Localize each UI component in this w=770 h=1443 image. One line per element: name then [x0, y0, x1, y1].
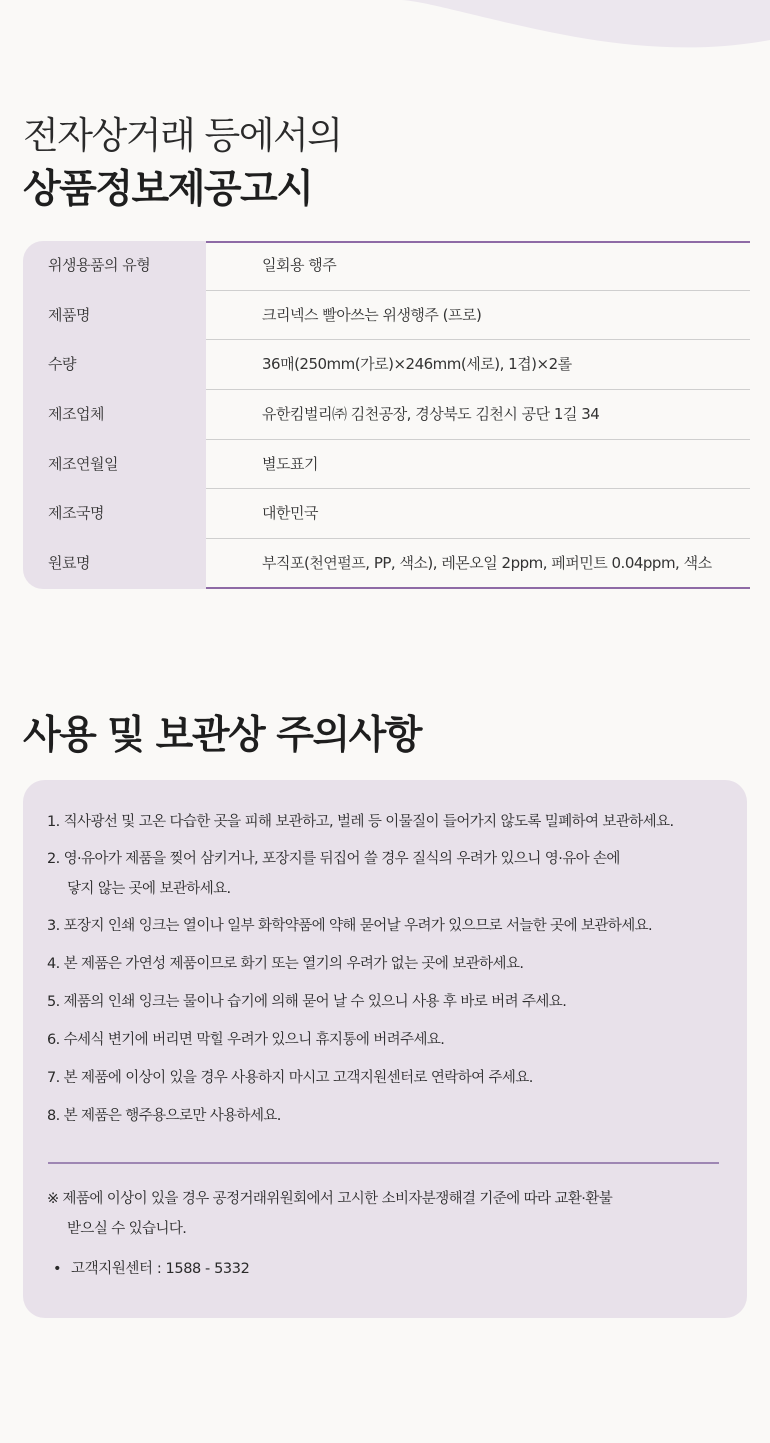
caution-divider — [48, 1162, 719, 1164]
caution-item — [47, 910, 727, 942]
heading-line2: 상품정보제공고시 — [23, 167, 313, 212]
row-label: 제조연월일 — [48, 454, 118, 473]
table-row — [23, 440, 750, 490]
table-row — [23, 291, 750, 341]
caution-item — [47, 948, 727, 980]
table-row — [23, 390, 750, 440]
table-rows — [23, 241, 750, 589]
caution-item — [47, 1024, 727, 1056]
caution-item — [47, 844, 727, 904]
row-value: 부직포(천연펄프, PP, 색소), 레몬오일 2ppm, 페퍼민트 0.04ppm, 색소 — [262, 554, 712, 573]
caution-text: 8. 본 제품은 행주용으로만 사용하세요. — [47, 1108, 281, 1124]
row-label: 위생용품의 유형 — [48, 256, 151, 274]
row-label: 원료명 — [48, 554, 90, 573]
contact-text: 고객지원센터 : 1588 - 5332 — [71, 1261, 250, 1277]
caution-text-cont: 닿지 않는 곳에 보관하세요. — [67, 881, 231, 897]
top-wave-decoration — [0, 0, 770, 60]
product-info-heading — [23, 112, 341, 216]
row-value: 대한민국 — [262, 504, 318, 523]
exchange-notice — [47, 1184, 727, 1244]
caution-item — [47, 806, 727, 838]
caution-text: 2. 영·유아가 제품을 찢어 삼키거나, 포장지를 뒤집어 쓸 경우 질식의 우려가 있으니 영·유아 손에 — [47, 851, 620, 867]
row-value: 별도표기 — [262, 454, 318, 473]
row-value: 유한킴벌리㈜ 김천공장, 경상북도 김천시 공단 1길 34 — [262, 405, 600, 424]
caution-panel — [23, 780, 747, 1318]
caution-text: 7. 본 제품에 이상이 있을 경우 사용하지 마시고 고객지원센터로 연락하여 주세요. — [47, 1070, 533, 1086]
caution-text: 3. 포장지 인쇄 잉크는 열이나 일부 화학약품에 약해 묻어날 우려가 있으므로 서늘한 곳에 보관하세요. — [47, 918, 653, 934]
caution-text: 6. 수세식 변기에 버리면 막힐 우려가 있으니 휴지통에 버려주세요. — [47, 1032, 445, 1048]
table-row — [23, 489, 750, 539]
row-label: 수량 — [48, 355, 76, 374]
caution-text: 4. 본 제품은 가연성 제품이므로 화기 또는 열기의 우려가 없는 곳에 보관하세요. — [47, 956, 524, 972]
notice-text-cont: 받으실 수 있습니다. — [67, 1221, 187, 1237]
customer-center-contact — [53, 1254, 249, 1284]
caution-list — [47, 806, 727, 1138]
row-value: 36매(250mm(가로)×246mm(세로), 1겹)×2롤 — [262, 355, 572, 374]
caution-item — [47, 1100, 727, 1132]
table-bottom-border — [206, 587, 750, 589]
row-value: 크리넥스 빨아쓰는 위생행주 (프로) — [262, 305, 482, 324]
row-label: 제조국명 — [48, 504, 104, 523]
row-value: 일회용 행주 — [262, 256, 337, 274]
heading-line1: 전자상거래 등에서의 — [23, 114, 342, 157]
notice-text: ※ 제품에 이상이 있을 경우 공정거래위원회에서 고시한 소비자분쟁해결 기준에 따라 교환·환불 — [47, 1191, 613, 1207]
caution-item — [47, 986, 727, 1018]
bullet-icon: • — [53, 1261, 62, 1277]
table-row — [23, 539, 750, 589]
row-label: 제품명 — [48, 305, 90, 324]
caution-item — [47, 1062, 727, 1094]
caution-text: 1. 직사광선 및 고온 다습한 곳을 피해 보관하고, 벌레 등 이물질이 들어가지 않도록 밀폐하여 보관하세요. — [47, 814, 674, 830]
caution-text: 5. 제품의 인쇄 잉크는 물이나 습기에 의해 묻어 날 수 있으니 사용 후 바로 버려 주세요. — [47, 994, 567, 1010]
table-row — [23, 340, 750, 390]
caution-title: 사용 및 보관상 주의사항 — [23, 713, 421, 758]
row-label: 제조업체 — [48, 405, 104, 424]
table-row — [23, 241, 750, 291]
product-info-table — [23, 241, 750, 589]
